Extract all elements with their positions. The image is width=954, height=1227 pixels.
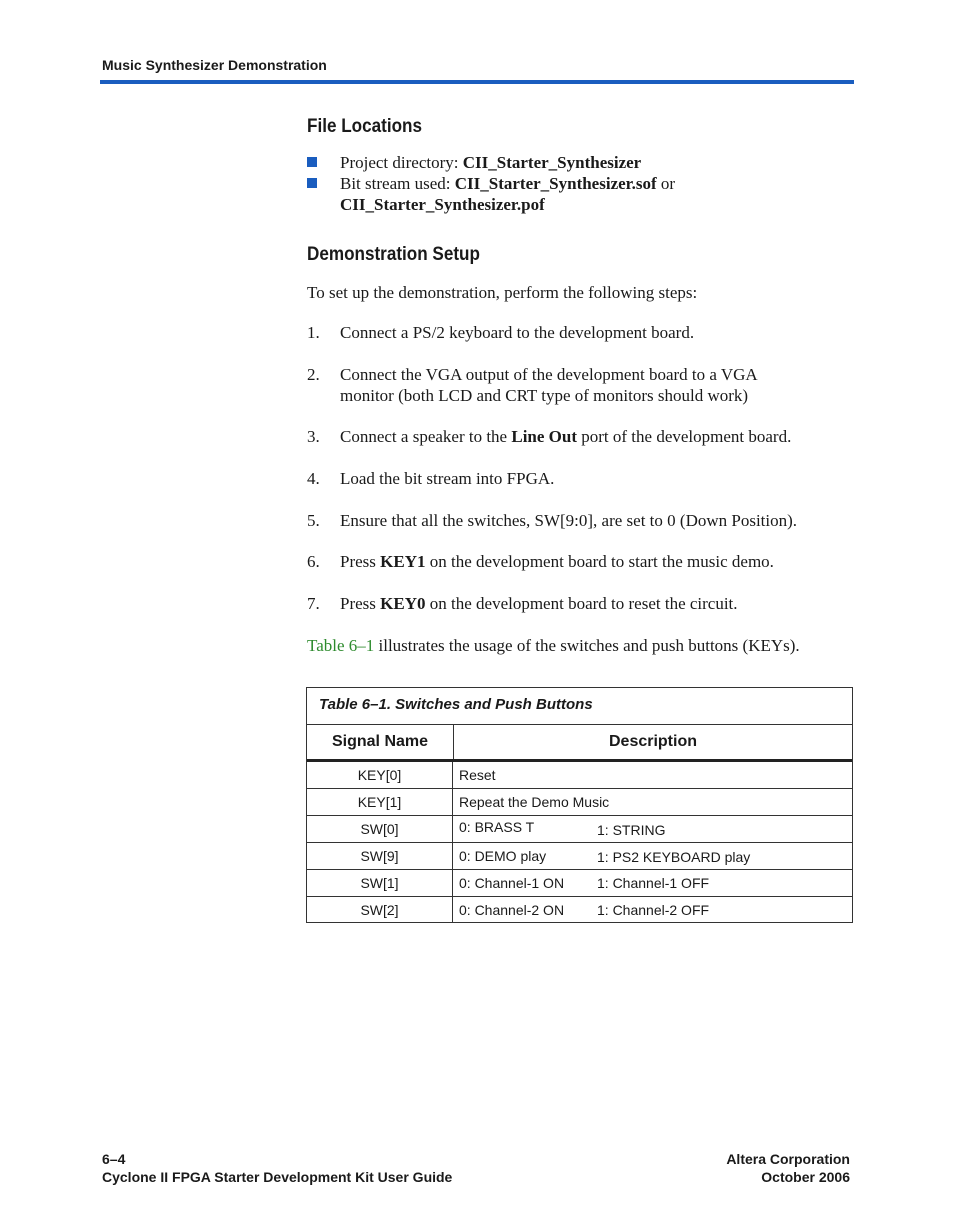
- step-text-post: on the development board to reset the circuit.: [425, 594, 738, 613]
- cell-desc-off: 0: Channel-2 ON: [459, 902, 565, 918]
- step-number: 4.: [307, 469, 320, 488]
- step-text-post: port of the development board.: [577, 427, 792, 446]
- step-text: Connect a PS/2 keyboard to the development board.: [340, 323, 695, 342]
- cell-signal: SW[0]: [307, 816, 453, 842]
- page-number: 6–4: [102, 1151, 126, 1167]
- cell-description: [453, 870, 852, 896]
- publication-date: October 2006: [761, 1169, 850, 1185]
- table-row: [307, 816, 852, 843]
- step-text: Ensure that all the switches, SW[9:0], are set to 0 (Down Position).: [340, 511, 798, 530]
- running-header: Music Synthesizer Demonstration: [102, 57, 327, 73]
- footer-right: [726, 1150, 850, 1186]
- file-locations-heading: File Locations: [307, 116, 422, 137]
- footer-left: [102, 1150, 452, 1186]
- table-row: [307, 762, 852, 789]
- cell-signal: KEY[1]: [307, 789, 453, 815]
- demonstration-setup-heading: Demonstration Setup: [307, 244, 480, 265]
- bullet-value: CII_Starter_Synthesizer.sof: [454, 174, 657, 193]
- step-number: 5.: [307, 511, 320, 530]
- bullet-connector: or: [656, 174, 676, 193]
- bullet-item-bit-stream-cont: [340, 194, 545, 215]
- table-6-1-link[interactable]: Table 6–1: [307, 636, 375, 655]
- switches-table: [306, 687, 853, 923]
- step-text: Load the bit stream into FPGA.: [340, 469, 555, 488]
- step-text-bold: Line Out: [511, 427, 578, 446]
- header-description: Description: [608, 733, 697, 750]
- step-text-pre: Press: [340, 552, 381, 571]
- cell-description: [453, 843, 852, 869]
- cell-desc-on: 1: STRING: [597, 822, 666, 838]
- step-text: [340, 426, 791, 447]
- step-text-pre: Press: [340, 594, 381, 613]
- bullet-label: Bit stream used:: [340, 174, 455, 193]
- cell-description: [453, 816, 852, 842]
- table-header-row: [307, 725, 852, 762]
- setup-intro: To set up the demonstration, perform the following steps:: [307, 283, 698, 302]
- bullet-square-icon: [307, 178, 317, 188]
- cell-signal: SW[1]: [307, 870, 453, 896]
- step-number: 6.: [307, 552, 320, 571]
- cell-desc-off: 0: Channel-1 ON: [459, 875, 565, 891]
- cell-description: [453, 789, 852, 815]
- cell-description: [453, 897, 852, 922]
- bullet-item-project-directory: [340, 152, 641, 173]
- bullet-value: CII_Starter_Synthesizer.pof: [340, 195, 545, 214]
- step-text-post: on the development board to start the music demo.: [425, 552, 774, 571]
- header-signal-name: Signal Name: [307, 725, 454, 759]
- bullet-label: Project directory:: [340, 153, 463, 172]
- cell-signal: KEY[0]: [307, 762, 453, 788]
- cell-signal: SW[9]: [307, 843, 453, 869]
- cell-desc-off: 0: DEMO play: [459, 848, 547, 864]
- step-number: 7.: [307, 594, 320, 613]
- bullet-value: CII_Starter_Synthesizer: [462, 153, 642, 172]
- bullet-square-icon: [307, 157, 317, 167]
- cell-desc-off: 0: BRASS T: [459, 819, 535, 835]
- bullet-item-bit-stream: [340, 173, 675, 194]
- guide-title: Cyclone II FPGA Starter Development Kit User Guide: [102, 1169, 453, 1185]
- table-reference-text: illustrates the usage of the switches and push buttons (KEYs).: [374, 636, 800, 655]
- step-number: 2.: [307, 365, 320, 384]
- table-row: [307, 870, 852, 897]
- cell-signal: SW[2]: [307, 897, 453, 922]
- cell-desc-on: 1: Channel-1 OFF: [597, 875, 710, 891]
- step-number: 3.: [307, 427, 320, 446]
- table-row: [307, 897, 852, 922]
- cell-desc-on: 1: Channel-2 OFF: [597, 902, 710, 918]
- table-caption: Table 6–1. Switches and Push Buttons: [307, 688, 852, 725]
- step-text-bold: KEY1: [380, 552, 426, 571]
- cell-desc-on: 1: PS2 KEYBOARD play: [597, 849, 751, 865]
- table-reference-paragraph: [307, 635, 800, 656]
- step-text: [340, 551, 774, 572]
- cell-desc-text: Repeat the Demo Music: [459, 794, 610, 810]
- step-text: Connect the VGA output of the development board to a VGA: [340, 365, 758, 384]
- step-number: 1.: [307, 323, 320, 342]
- step-text-cont: monitor (both LCD and CRT type of monitors should work): [340, 386, 749, 405]
- table-row: [307, 843, 852, 870]
- cell-description: [453, 762, 852, 788]
- step-text: [340, 593, 738, 614]
- step-text-pre: Connect a speaker to the: [340, 427, 512, 446]
- company-name: Altera Corporation: [726, 1151, 850, 1167]
- header-rule: [100, 80, 854, 84]
- table-row: [307, 789, 852, 816]
- step-text-bold: KEY0: [380, 594, 426, 613]
- cell-desc-text: Reset: [459, 767, 496, 783]
